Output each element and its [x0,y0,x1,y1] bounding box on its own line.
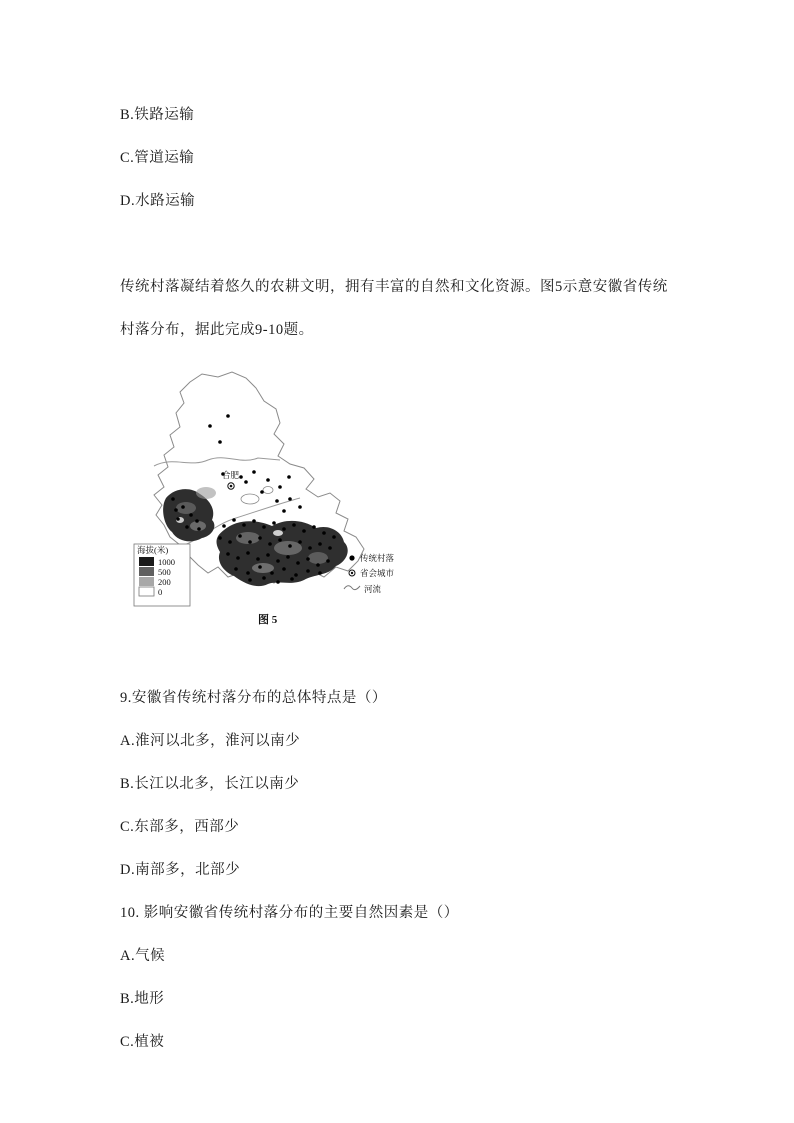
prev-option-c: C.管道运输 [120,150,195,166]
mountain-shade [196,487,216,499]
village-legend-icon [349,555,354,560]
elevation-value-1000: 1000 [158,557,175,567]
question-9-option-c: C.东部多，西部少 [120,819,240,835]
anhui-province-map [128,368,428,628]
prev-option-d: D.水路运输 [120,193,196,209]
question-10: 10. 影响安徽省传统村落分布的主要自然因素是（） [120,905,459,921]
elevation-swatch-500 [139,567,154,576]
mountain-shade [252,563,274,573]
question-10-option-c: C.植被 [120,1034,165,1050]
question-9: 9.安徽省传统村落分布的总体特点是（） [120,690,387,706]
elevation-swatch-1000 [139,557,154,566]
question-9-option-a: A.淮河以北多，淮河以南少 [120,733,301,749]
chaohu-lake [241,494,259,504]
river-legend-icon [344,586,360,590]
mountain-shade [176,502,196,514]
question-10-option-a: A.气候 [120,948,166,964]
passage-intro: 传统村落凝结着悠久的农耕文明，拥有丰富的自然和文化资源。图5示意安徽省传统村落分布，据此完成9-10题。 [120,279,668,338]
mountain-shade [308,552,328,564]
capital-marker-dot [230,485,233,488]
village-legend-label: 传统村落 [360,553,395,563]
elevation-swatch-200 [139,577,154,586]
city-label-hefei: 合肥 [222,470,240,480]
elevation-value-0: 0 [158,587,163,597]
figure-5 [128,368,428,633]
prev-option-b: B.铁路运输 [120,107,195,123]
elevation-legend [134,544,190,606]
small-lake [263,487,273,494]
capital-legend-label: 省会城市 [360,568,395,578]
mountain-shade [236,532,260,544]
question-9-option-d: D.南部多，北部少 [120,862,241,878]
elevation-swatch-0 [139,587,154,596]
question-9-option-b: B.长江以北多，长江以南少 [120,776,300,792]
elevation-value-200: 200 [158,577,171,587]
elevation-value-500: 500 [158,567,171,577]
question-10-option-b: B.地形 [120,991,165,1007]
capital-legend-icon-dot [351,572,353,574]
mountain-shade [273,530,283,536]
elevation-legend-title: 海拔(米) [137,545,169,555]
mountain-shade [274,541,302,555]
symbol-legend [344,553,395,594]
river-legend-label: 河流 [364,584,382,594]
figure-caption: 图 5 [258,614,278,626]
